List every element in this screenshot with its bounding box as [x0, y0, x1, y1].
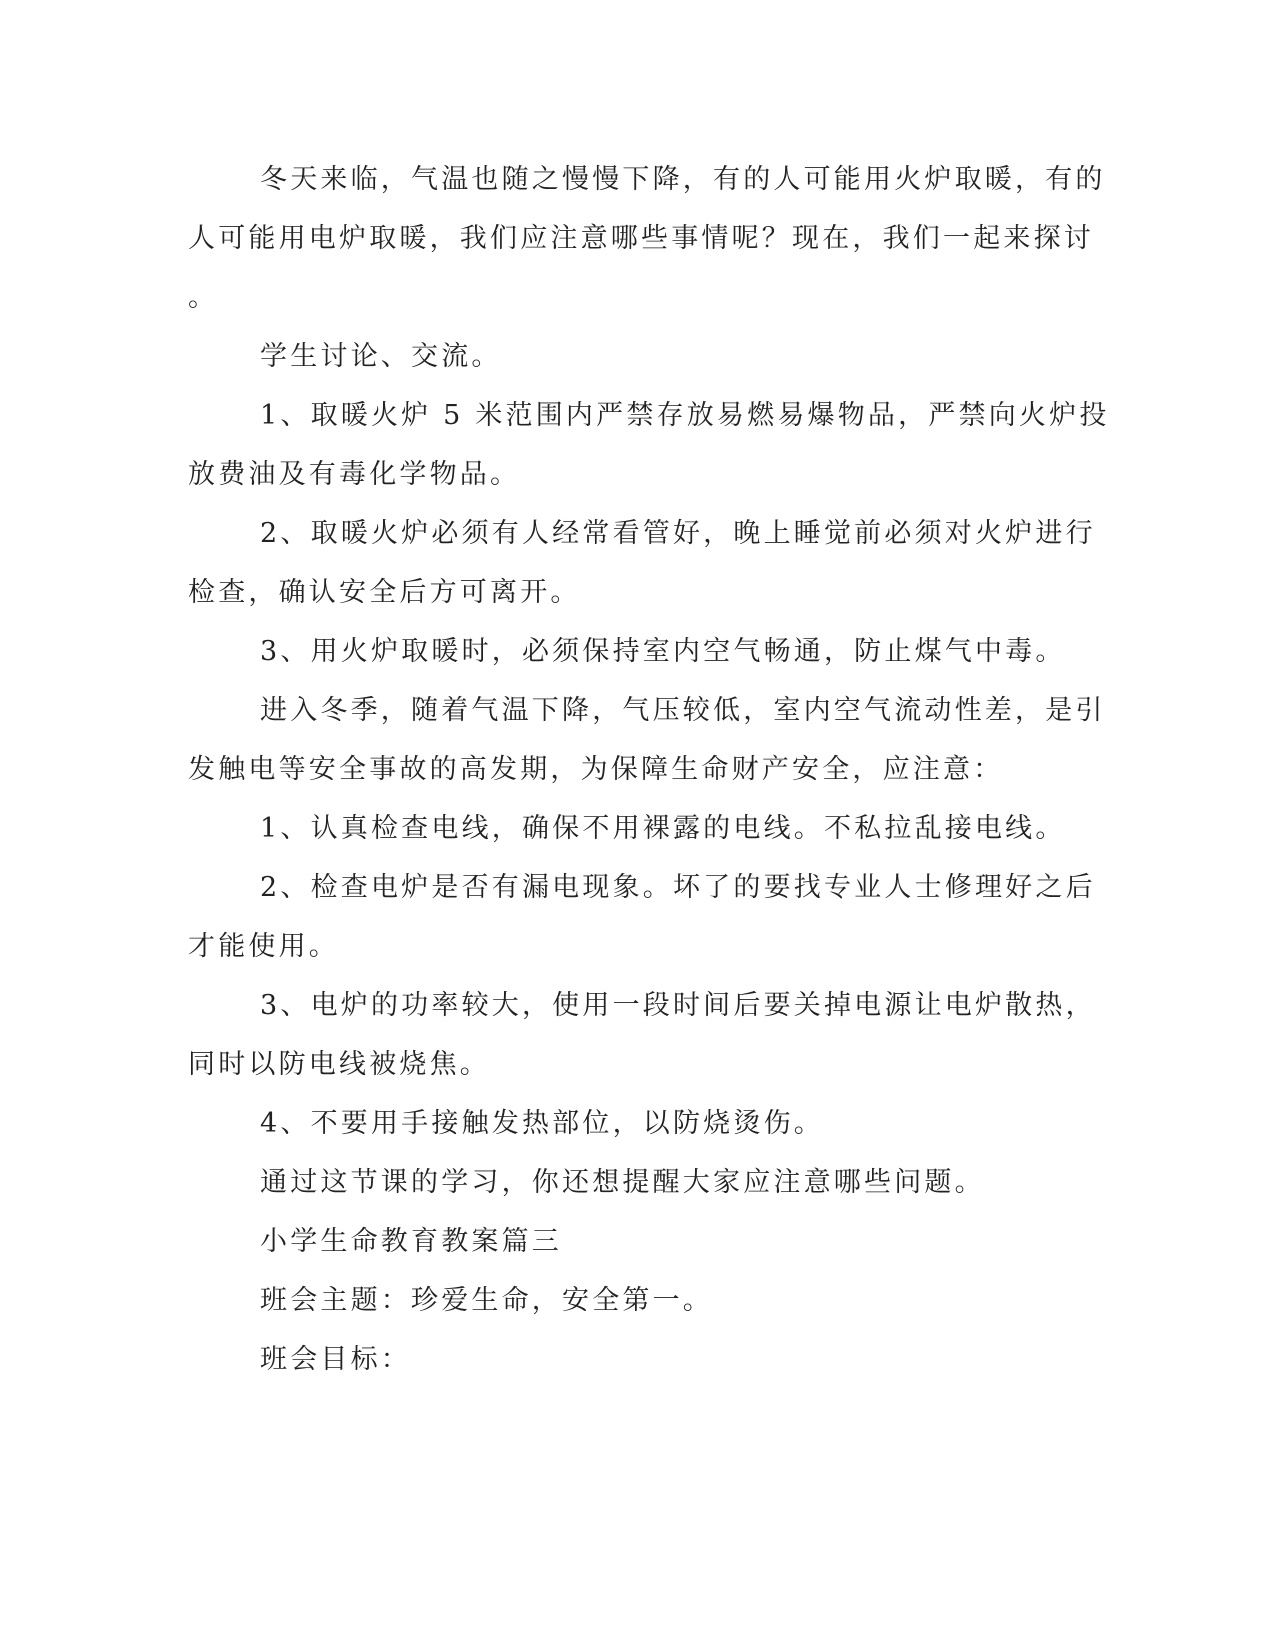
- list-item-line: 2、取暖火炉必须有人经常看管好，晚上睡觉前必须对火炉进行: [260, 518, 1096, 549]
- list-item-line: 1、取暖火炉 5 米范围内严禁存放易燃易爆物品，严禁向火炉投: [260, 400, 1110, 431]
- list-item-line: 2、检查电炉是否有漏电现象。坏了的要找专业人士修理好之后: [260, 872, 1096, 903]
- list-item-line: 检查，确认安全后方可离开。: [188, 577, 581, 608]
- paragraph-line: 学生讨论、交流。: [260, 341, 502, 372]
- list-item-line: 3、用火炉取暖时，必须保持室内空气畅通，防止煤气中毒。: [260, 636, 1066, 667]
- section-heading: 小学生命教育教案篇三: [260, 1226, 562, 1257]
- list-item-line: 放费油及有毒化学物品。: [188, 459, 521, 490]
- paragraph-line: 通过这节课的学习，你还想提醒大家应注意哪些问题。: [260, 1167, 985, 1198]
- paragraph-line: 发触电等安全事故的高发期，为保障生命财产安全，应注意：: [188, 754, 1004, 785]
- list-item-line: 3、电炉的功率较大，使用一段时间后要关掉电源让电炉散热，: [260, 990, 1096, 1021]
- list-item-line: 才能使用。: [188, 931, 339, 962]
- paragraph-line: 班会目标：: [260, 1344, 411, 1375]
- list-item-line: 同时以防电线被烧焦。: [188, 1049, 490, 1080]
- paragraph-line: 。: [188, 282, 219, 313]
- list-item-line: 4、不要用手接触发热部位，以防烧烫伤。: [260, 1108, 824, 1139]
- list-item-line: 1、认真检查电线，确保不用裸露的电线。不私拉乱接电线。: [260, 813, 1066, 844]
- paragraph-line: 班会主题：珍爱生命，安全第一。: [260, 1285, 713, 1316]
- paragraph-line: 人可能用电炉取暖，我们应注意哪些事情呢？现在，我们一起来探讨: [188, 223, 1094, 254]
- paragraph-line: 冬天来临，气温也随之慢慢下降，有的人可能用火炉取暖，有的: [260, 164, 1106, 195]
- paragraph-line: 进入冬季，随着气温下降，气压较低，室内空气流动性差，是引: [260, 695, 1106, 726]
